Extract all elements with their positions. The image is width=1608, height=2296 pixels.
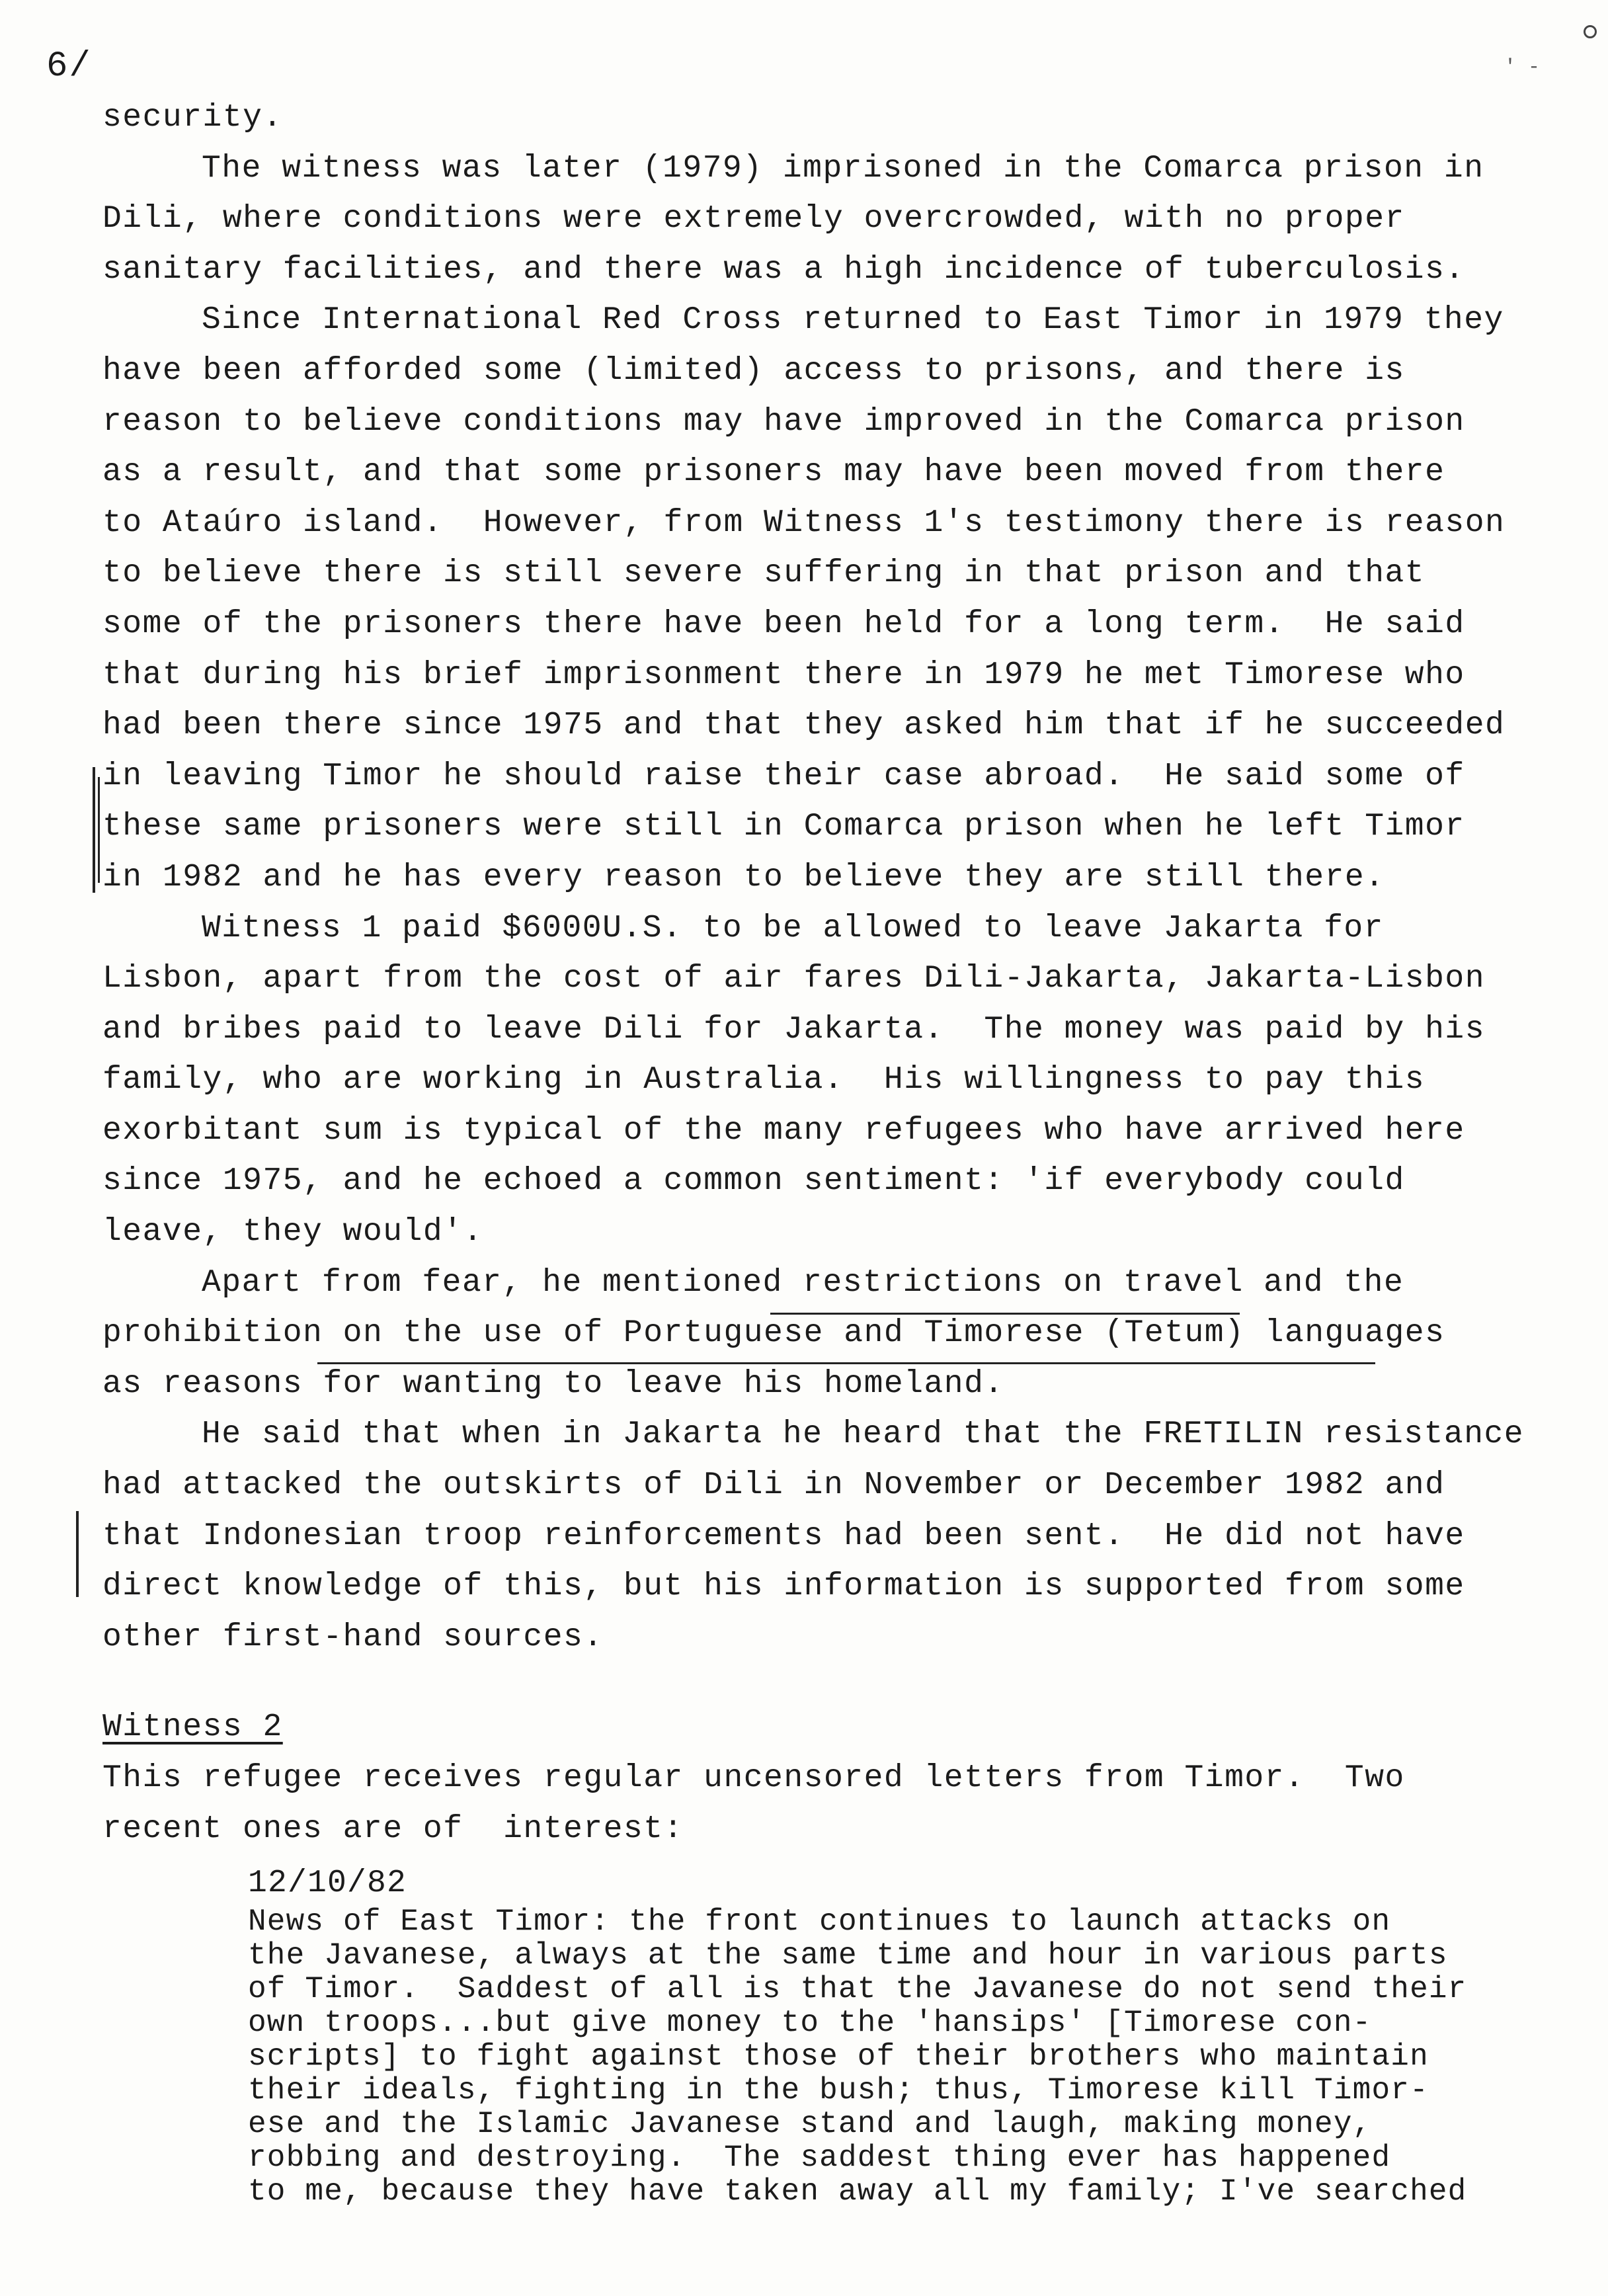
body-line: Lisbon, apart from the cost of air fares Dili-Jakarta, Jakarta-Lisbon: [102, 961, 1486, 997]
body-line: that Indonesian troop reinforcements had been sent. He did not have: [102, 1518, 1465, 1554]
letter-line: the Javanese, always at the same time and hour in various parts: [248, 1938, 1448, 1973]
letter-line: News of East Timor: the front continues to launch attacks on: [248, 1905, 1391, 1939]
letter-line: their ideals, fighting in the bush; thus, Timorese kill Timor-: [248, 2073, 1429, 2108]
body-text: [102, 93, 1544, 1854]
letter-line: of Timor. Saddest of all is that the Javanese do not send their: [248, 1972, 1467, 2006]
body-line: Apart from fear, he mentioned restrictions on travel and the: [202, 1264, 1404, 1301]
body-line: direct knowledge of this, but his information is supported from some: [102, 1569, 1465, 1605]
body-line: had attacked the outskirts of Dili in November or December 1982 and: [102, 1467, 1445, 1504]
body-line: family, who are working in Australia. His willingness to pay this: [102, 1062, 1426, 1098]
witness-2-line: recent ones are of interest:: [102, 1811, 684, 1847]
body-line: Witness 1 paid $6000U.S. to be allowed to leave Jakarta for: [202, 910, 1384, 946]
letter-line: scripts] to fight against those of their brothers who maintain: [248, 2039, 1429, 2074]
quoted-letter: [248, 1862, 1557, 2209]
body-line: security.: [102, 100, 283, 136]
underline-restrictions: [770, 1313, 1240, 1315]
body-line: to Ataúro island. However, from Witness 1's testimony there is reason: [102, 505, 1506, 541]
body-line: He said that when in Jakarta he heard that the FRETILIN resistance: [202, 1416, 1525, 1453]
body-line: The witness was later (1979) imprisoned in the Comarca prison in: [202, 150, 1484, 186]
corner-mark: ' -: [1504, 56, 1541, 79]
body-line: as a result, and that some prisoners may have been moved from there: [102, 454, 1445, 491]
body-line: reason to believe conditions may have improved in the Comarca prison: [102, 403, 1465, 440]
underline-languages: [317, 1362, 1375, 1364]
letter-line: ese and the Islamic Javanese stand and laugh, making money,: [248, 2107, 1372, 2141]
body-line: some of the prisoners there have been held for a long term. He said: [102, 606, 1465, 642]
margin-mark-prisoners: [93, 767, 95, 893]
body-line: sanitary facilities, and there was a high incidence of tuberculosis.: [102, 251, 1465, 288]
witness-2-line: This refugee receives regular uncensored letters from Timor. Two: [102, 1760, 1405, 1796]
body-line: exorbitant sum is typical of the many refugees who have arrived here: [102, 1112, 1465, 1149]
body-line: prohibition on the use of Portuguese and Timorese (Tetum) languages: [102, 1315, 1445, 1352]
body-line: to believe there is still severe suffering in that prison and that: [102, 555, 1426, 592]
letter-date: 12/10/82: [248, 1866, 407, 1901]
letter-line: robbing and destroying. The saddest thing ever has happened: [248, 2141, 1391, 2175]
section-gap: [102, 1662, 1544, 1702]
body-line: and bribes paid to leave Dili for Jakarta. The money was paid by his: [102, 1011, 1486, 1047]
body-line: that during his brief imprisonment there in 1979 he met Timorese who: [102, 657, 1465, 693]
body-line: in leaving Timor he should raise their case abroad. He said some of: [102, 758, 1465, 794]
body-line: Dili, where conditions were extremely overcrowded, with no proper: [102, 201, 1405, 237]
corner-dot-mark: [1584, 25, 1597, 38]
letter-line: to me, because they have taken away all my family; I've searched: [248, 2174, 1467, 2209]
page-number: 6/: [46, 46, 92, 87]
body-line: since 1975, and he echoed a common sentiment: 'if everybody could: [102, 1163, 1405, 1200]
witness-2-heading: Witness 2: [102, 1709, 283, 1746]
body-line: these same prisoners were still in Comarca prison when he left Timor: [102, 809, 1465, 845]
body-line: leave, they would'.: [102, 1214, 483, 1250]
body-line: in 1982 and he has every reason to believe they are still there.: [102, 859, 1385, 895]
body-line: other first-hand sources.: [102, 1619, 604, 1655]
body-line: Since International Red Cross returned to East Timor in 1979 they: [202, 302, 1504, 339]
margin-mark-fretilin: [76, 1511, 79, 1597]
letter-line: own troops...but give money to the 'hansips' [Timorese con-: [248, 2006, 1372, 2040]
body-line: have been afforded some (limited) access to prisons, and there is: [102, 352, 1405, 389]
margin-mark-prisoners-2: [98, 777, 100, 883]
body-line: had been there since 1975 and that they asked him that if he succeeded: [102, 708, 1506, 744]
body-line: as reasons for wanting to leave his homeland.: [102, 1366, 1004, 1402]
